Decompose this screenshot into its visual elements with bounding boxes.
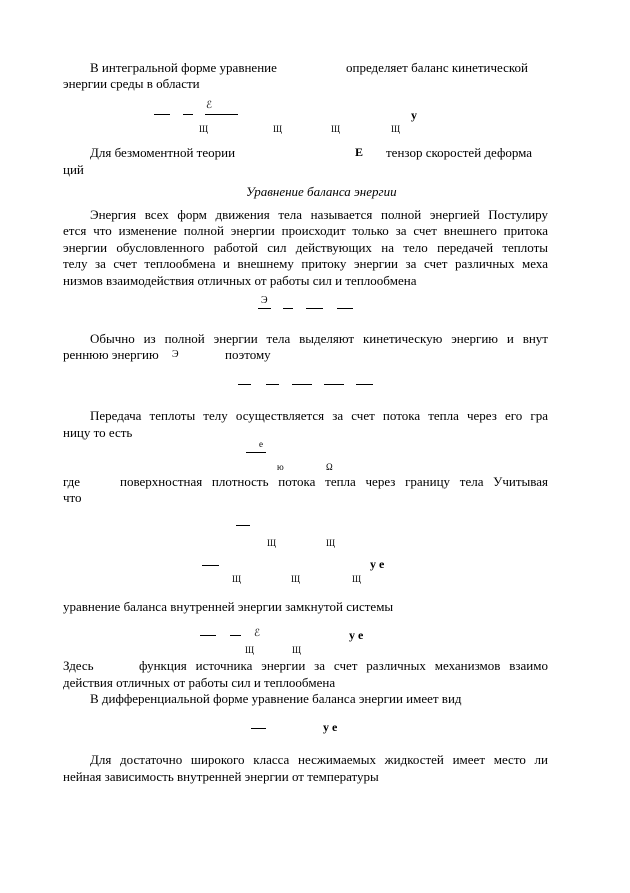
fraction-bar (183, 114, 193, 115)
section-heading: Уравнение баланса энергии (246, 184, 397, 199)
text-line: уравнение баланса внутренней энергии замкнутой системы (63, 599, 394, 614)
fraction-bar (356, 384, 373, 385)
formula-subscript: Щ (292, 645, 302, 655)
fraction-bar (283, 308, 293, 309)
text-line: Здесь (63, 658, 94, 673)
formula-symbol: E (355, 145, 364, 159)
fraction-bar (238, 384, 251, 385)
fraction-bar (236, 525, 250, 526)
text-line: Энергия всех форм движения тела называется полной энергией Постулиру (90, 207, 548, 222)
text-line: телу за счет теплообмена и внешнему притоку энергии за счет различных меха (63, 256, 548, 271)
text-line: поэтому (225, 347, 271, 362)
text-line: В дифференциальной форме уравнение баланса энергии имеет вид (90, 691, 462, 706)
text-line: ется что изменение полной энергии происходит только за счет внешнего притока (63, 223, 548, 238)
text-line: Передача теплоты телу осуществляется за счет потока тепла через его гра (90, 408, 548, 423)
text-line: энергии обусловленного работой сил действующих на тело передачей теплоты (63, 240, 548, 255)
text-line: Обычно из полной энергии тела выделяют кинетическую энергию и внут (90, 331, 548, 346)
formula-subscript: Щ (331, 124, 341, 134)
formula-subscript: Щ (199, 124, 209, 134)
fraction-bar (230, 635, 241, 636)
formula-subscript: ю (277, 462, 284, 472)
fraction-bar (324, 384, 344, 385)
formula-symbol: ℰ (254, 628, 261, 639)
formula-subscript: Щ (352, 574, 362, 584)
formula-symbol: е (259, 439, 263, 449)
text-line: ницу то есть (63, 425, 133, 440)
text-line: где (63, 474, 81, 489)
formula-subscript: Щ (267, 538, 277, 548)
fraction-bar (205, 114, 238, 115)
formula-symbol: у е (323, 720, 338, 734)
text-line: тензор скоростей деформа (386, 145, 533, 160)
fraction-bar (258, 308, 271, 309)
text-line: Для достаточно широкого класса несжимаемых жидкостей имеет место ли (90, 752, 548, 767)
text-line: функция источника энергии за счет различных механизмов взаимо (139, 658, 548, 673)
formula-subscript: Щ (245, 645, 255, 655)
text-line: энергии среды в области (63, 76, 200, 91)
formula-subscript: Щ (273, 124, 283, 134)
text-line: что (63, 490, 82, 505)
formula-subscript: Щ (326, 538, 336, 548)
text-line: В интегральной форме уравнение (90, 60, 277, 75)
fraction-bar (306, 308, 323, 309)
fraction-bar (292, 384, 312, 385)
formula-subscript: Щ (391, 124, 401, 134)
fraction-bar (251, 728, 266, 729)
formula-symbol: Э (261, 295, 268, 306)
text-line: ций (63, 162, 84, 177)
fraction-bar (154, 114, 170, 115)
text-line: определяет баланс кинетической (346, 60, 528, 75)
text-line: нейная зависимость внутренней энергии от температуры (63, 769, 379, 784)
formula-symbol: у е (370, 557, 385, 571)
formula-subscript: Щ (232, 574, 242, 584)
text-line: реннюю энергию (63, 347, 159, 362)
text-line: поверхностная плотность потока тепла через границу тела Учитывая (120, 474, 548, 489)
fraction-bar (337, 308, 353, 309)
formula-symbol: Э (172, 349, 179, 360)
formula-subscript: Ω (326, 462, 333, 472)
formula-symbol: у е (349, 628, 364, 642)
formula-subscript: Щ (291, 574, 301, 584)
text-line: действия отличных от работы сил и теплообмена (63, 675, 336, 690)
fraction-bar (200, 635, 216, 636)
formula-symbol: у (411, 108, 417, 122)
fraction-bar (266, 384, 279, 385)
text-line: Для безмоментной теории (90, 145, 236, 160)
fraction-bar (246, 452, 266, 453)
formula-symbol: ℰ (206, 100, 213, 111)
text-line: низмов взаимодействия отличных от работы сил и теплообмена (63, 273, 417, 288)
fraction-bar (202, 565, 219, 566)
